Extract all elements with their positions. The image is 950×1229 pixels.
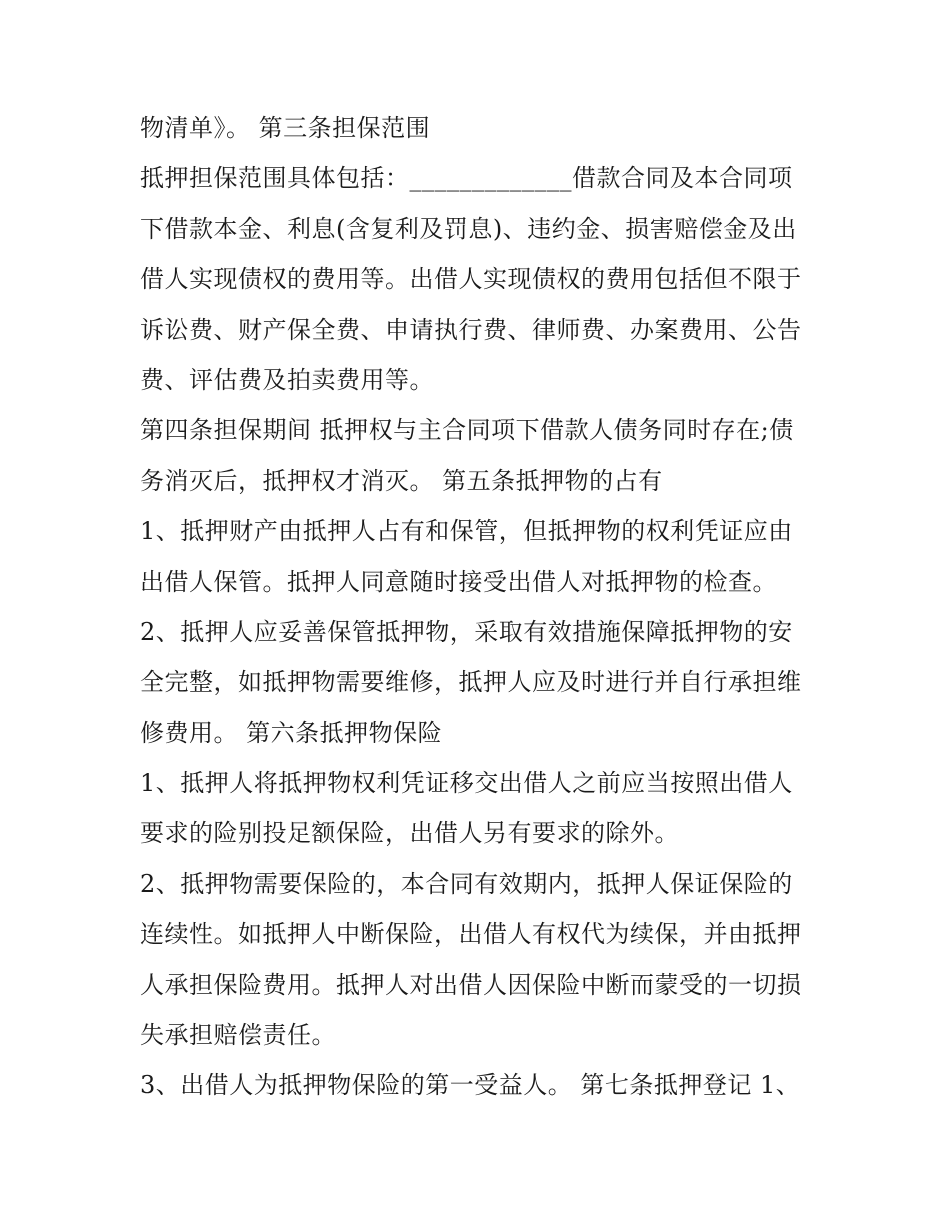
text-line: 1、抵押人将抵押物权利凭证移交出借人之前应当按照出借人 [140, 769, 793, 798]
text-line: 连续性。如抵押人中断保险，出借人有权代为续保，并由抵押 [140, 920, 802, 949]
text-line: 要求的险别投足额保险，出借人另有要求的除外。 [140, 819, 679, 848]
text-line: 第四条担保期间 抵押权与主合同项下借款人债务同时存在;债 [140, 416, 794, 445]
text-line: 2、抵押人应妥善保管抵押物，采取有效措施保障抵押物的安 [140, 617, 793, 646]
text-line: 3、出借人为抵押物保险的第一受益人。 第七条抵押登记 1、 [140, 1071, 801, 1100]
text-line: 下借款本金、利息(含复利及罚息)、违约金、损害赔偿金及出 [140, 214, 797, 243]
text-line: 失承担赔偿责任。 [140, 1021, 336, 1050]
text-line: 务消灭后，抵押权才消灭。 第五条抵押物的占有 [140, 466, 663, 495]
text-line: 抵押担保范围具体包括：_____________借款合同及本合同项 [140, 164, 793, 193]
text-line: 全完整，如抵押物需要维修，抵押人应及时进行并自行承担维 [140, 668, 802, 697]
document-body [140, 110, 820, 1118]
text-line: 人承担保险费用。抵押人对出借人因保险中断而蒙受的一切损 [140, 970, 802, 999]
text-line: 物清单》。 第三条担保范围 [140, 114, 431, 142]
text-line: 1、抵押财产由抵押人占有和保管，但抵押物的权利凭证应由 [140, 517, 793, 546]
text-line: 修费用。 第六条抵押物保险 [140, 718, 443, 747]
text-line: 费、评估费及拍卖费用等。 [140, 365, 434, 394]
text-line: 出借人保管。抵押人同意随时接受出借人对抵押物的检查。 [140, 567, 777, 596]
text-line: 诉讼费、财产保全费、申请执行费、律师费、办案费用、公告 [140, 315, 802, 344]
text-line: 2、抵押物需要保险的，本合同有效期内，抵押人保证保险的 [140, 869, 793, 898]
text-line: 借人实现债权的费用等。出借人实现债权的费用包括但不限于 [140, 265, 802, 294]
